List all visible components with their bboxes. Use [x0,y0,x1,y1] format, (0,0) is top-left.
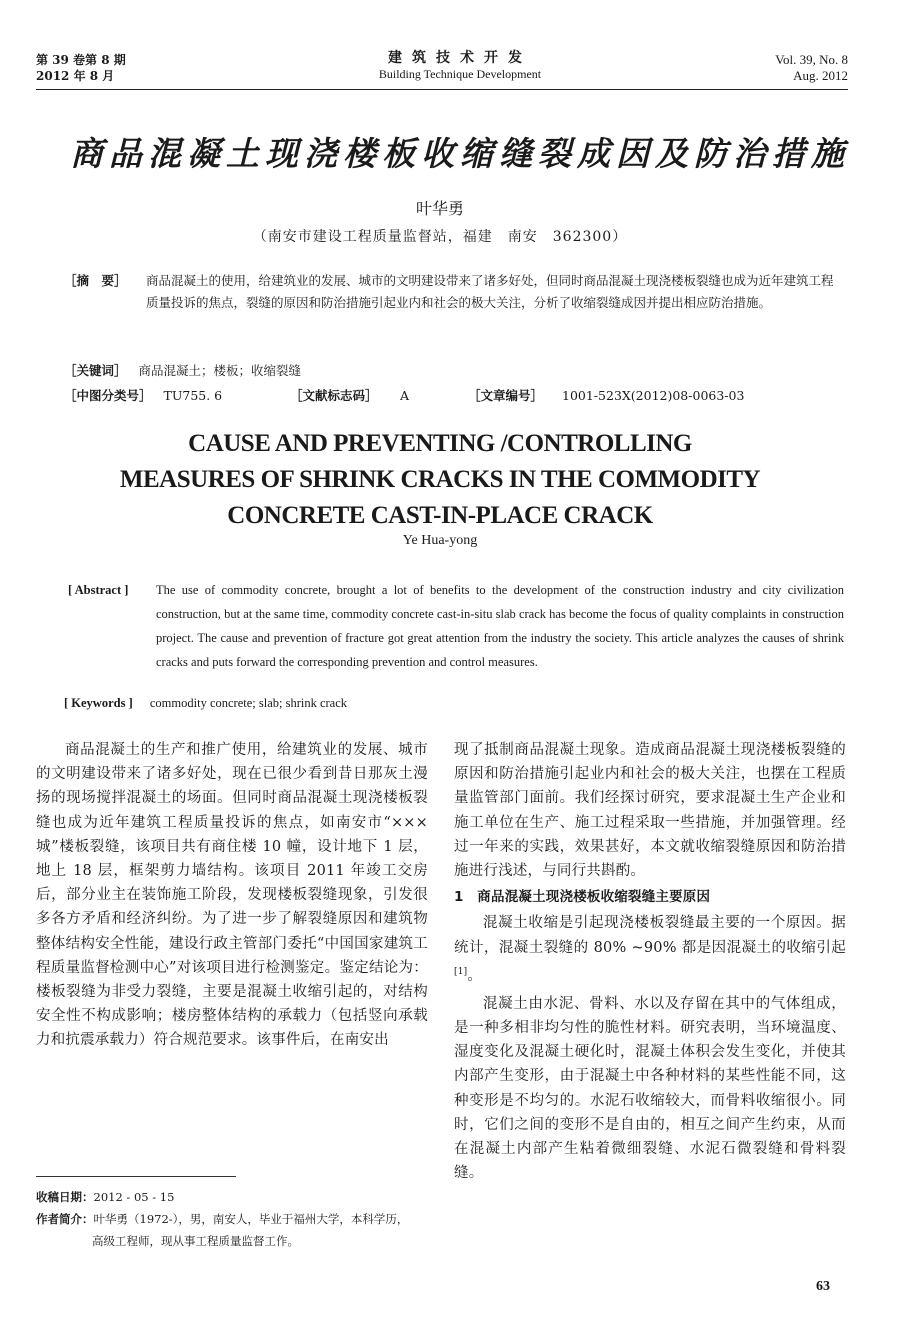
paper-title-en [0,426,880,534]
doc-code-value: A [400,388,410,403]
keywords-en-text: commodity concrete; slab; shrink crack [149,696,348,710]
header-center [300,50,620,82]
doc-code-label: ［文献标志码］ [290,388,378,403]
date-cn: 2012 年 8 月 [36,69,115,83]
body-paragraph [454,911,846,987]
volume-en: Vol. 39, No. 8 [775,52,848,67]
header-rule [36,89,848,90]
citation-ref[interactable]: [1] [454,966,468,977]
footnote-bio-cont [92,1230,484,1252]
body-column-left [36,738,428,1053]
clc-value: TU755. 6 [163,388,223,403]
body-paragraph: 现了抵制商品混凝土现象。造成商品混凝土现浇楼板裂缝的原因和防治措施引起业内和社会的极大关注，也摆在工程质量监管部门面前。我们经探讨研究，要求混凝土生产企业和施工单位在生产、施工过程采取一些措施，并加强管理。经过一年来的实践，效果甚好，本文就收缩裂缝原因和防治措施进行浅述，与同行共斟酌。 [454,742,846,880]
footnote-received [36,1186,428,1208]
journal-title-en: Building Technique Development [378,67,542,81]
footnote-rule [36,1176,236,1177]
keywords-en-label: [ Keywords ] [64,696,133,710]
journal-title-cn: 建筑技术开发 [388,50,532,66]
footnote-bio [36,1208,436,1230]
bio-value-2: 高级工程师，现从事工程质量监督工作。 [92,1234,299,1248]
body-paragraph-text: 混凝土收缩是引起现浇楼板裂缝最主要的一个原因。据统计，混凝土裂缝的 80% ~90% 都是因混凝土的收缩引起 [454,915,846,956]
clc-label: ［中图分类号］ [64,388,152,403]
title-en-line-2: MEASURES OF SHRINK CRACKS IN THE COMMODITY [119,466,761,493]
title-en-line-3: CONCRETE CAST-IN-PLACE CRACK [227,502,653,529]
header-left [36,52,126,84]
abstract-cn-label: ［摘 要］ [64,273,127,288]
keywords-cn-label: ［关键词］ [64,363,127,378]
received-value: 2012 - 05 - 15 [93,1190,175,1204]
author-en: Ye Hua-yong [402,533,478,548]
abstract-en [60,578,844,674]
keywords-en [64,696,347,711]
body-column-right [454,738,846,1185]
title-en-line-1: CAUSE AND PREVENTING /CONTROLLING [188,430,692,457]
author-cn: 叶华勇 [415,199,464,218]
received-label: 收稿日期： [36,1190,94,1204]
keywords-cn [64,361,301,381]
abstract-cn [60,270,844,314]
article-id-value: 1001-523X(2012)08-0063-03 [562,388,745,403]
date-en: Aug. 2012 [793,68,848,83]
volume-cn: 第 39 卷第 8 期 [36,53,126,67]
section-heading-1: 1 商品混凝土现浇楼板收缩裂缝主要原因 [454,889,711,906]
body-paragraph: 商品混凝土的生产和推广使用，给建筑业的发展、城市的文明建设带来了诸多好处，现在已很少看到昔日那灰土漫扬的现场搅拌混凝土的场面。但同时商品混凝土现浇楼板裂缝也成为近年建筑工程质量投诉的焦点，如南安市“×××城”楼板裂缝，该项目共有商住楼 10 幢，设计地下 1 层，地上 18 层，框架剪力墙结构。该项目 2011 年竣工交房后，部分业主在装饰施工阶段，发现楼板裂缝现象，引发很多各方矛盾和经济纠纷。为了进一步了解裂缝原因和建筑物整体结构安全性能，建设行政主管部门委托“中国国家建筑工程质量监督检测中心”对该项目进行检测鉴定。鉴定结论为：楼板裂缝为非受力裂缝，主要是混凝土收缩引起的，对结构安全性不构成影响；楼房整体结构的承载力（包括竖向承载力和抗震承载力）符合规范要求。该事件后，在南安出 [36,742,428,1049]
page-number: 63 [816,1279,830,1294]
header-right [775,52,848,84]
article-id-label: ［文章编号］ [468,388,544,403]
abstract-cn-text: 商品混凝土的使用，给建筑业的发展、城市的文明建设带来了诸多好处，但同时商品混凝土现浇楼板裂缝也成为近年建筑工程质量投诉的焦点，裂缝的原因和防治措施引起业内和社会的极大关注，分析了收缩裂缝成因并提出相应防治措施。 [146,273,834,310]
keywords-cn-text: 商品混凝土；楼板；收缩裂缝 [138,363,302,378]
abstract-en-label: [ Abstract ] [68,583,129,597]
paper-title-cn: 商品混凝土现浇楼板收缩缝裂成因及防治措施 [70,134,850,173]
bio-value: 叶华勇（1972-），男，南安人，毕业于福州大学，本科学历， [93,1212,409,1226]
affiliation-cn: （南安市建设工程质量监督站，福建 南安 362300） [252,229,628,245]
abstract-en-text: The use of commodity concrete, brought a lot of benefits to the development of the construction industry and city civilization construction, but at the same time, commodity concrete cast-in-situ slab crack has become the focus of quality complaints in construction project. The cause and prevention of fracture got great attention from the industry the society. This article analyzes the causes of shrink cracks and puts forward the corresponding prevention and control measures. [156,583,844,669]
bio-label: 作者简介： [36,1212,94,1226]
classification-row [64,386,844,406]
body-paragraph: 混凝土由水泥、骨料、水以及存留在其中的气体组成，是一种多相非均匀性的脆性材料。研究表明，当环境温度、湿度变化及混凝土硬化时，混凝土体积会发生变化，并使其内部产生变形，由于混凝土中各种材料的某些性能不同，这种变形是不均匀的。水泥石收缩较大，而骨料收缩很小。同时，它们之间的变形不是自由的，相互之间产生约束，从而在混凝土内部产生粘着微细裂缝、水泥石微裂缝和骨料裂缝。 [454,995,846,1182]
body-paragraph-end: 。 [467,967,483,984]
